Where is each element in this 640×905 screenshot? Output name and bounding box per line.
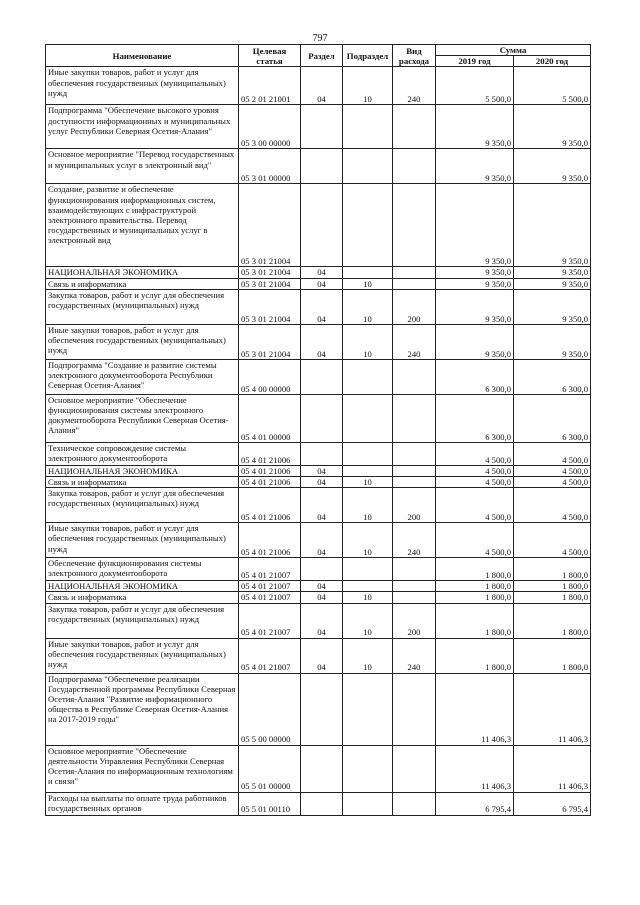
header-sum: Сумма <box>436 45 591 56</box>
row-target-cell: 05 4 01 21006 <box>239 442 301 465</box>
row-kind-cell: 240 <box>393 67 436 105</box>
row-subsection-cell <box>343 184 393 267</box>
header-name: Наименование <box>46 45 239 67</box>
row-section-cell: 04 <box>301 67 343 105</box>
row-kind-cell <box>393 673 436 745</box>
row-kind-cell <box>393 442 436 465</box>
row-kind-cell <box>393 359 436 394</box>
row-sum-2020-cell: 9 350,0 <box>514 278 591 289</box>
row-target-cell: 05 3 01 00000 <box>239 149 301 184</box>
table-row <box>46 558 591 581</box>
row-sum-2019-cell: 1 800,0 <box>436 603 514 638</box>
table-row <box>46 581 591 592</box>
row-subsection-cell <box>343 359 393 394</box>
table-row <box>46 149 591 184</box>
row-sum-2020-cell: 4 500,0 <box>514 523 591 558</box>
row-section-cell <box>301 792 343 815</box>
row-subsection-cell: 10 <box>343 67 393 105</box>
row-subsection-cell <box>343 442 393 465</box>
row-section-cell: 04 <box>301 465 343 476</box>
row-subsection-cell <box>343 267 393 278</box>
row-target-cell: 05 5 00 00000 <box>239 673 301 745</box>
row-sum-2020-cell: 11 406,3 <box>514 745 591 792</box>
table-row <box>46 488 591 523</box>
row-target-cell: 05 5 01 00000 <box>239 745 301 792</box>
row-sum-2019-cell: 4 500,0 <box>436 477 514 488</box>
row-section-cell <box>301 359 343 394</box>
row-sum-2020-cell: 4 500,0 <box>514 442 591 465</box>
row-name-cell: Подпрограмма "Создание и развитие системы электронного документооборота Республики Северная Осетия-Алания" <box>46 359 239 394</box>
row-subsection-cell: 10 <box>343 477 393 488</box>
row-name-cell: Закупка товаров, работ и услуг для обеспечения государственных (муниципальных) нужд <box>46 289 239 324</box>
row-name-cell: Основное мероприятие "Обеспечение деятельности Управления Республики Северная Осетия-Алания по информационным технологиям и связи" <box>46 745 239 792</box>
row-target-cell: 05 3 01 21004 <box>239 267 301 278</box>
row-kind-cell <box>393 792 436 815</box>
row-sum-2020-cell: 9 350,0 <box>514 105 591 149</box>
row-kind-cell: 240 <box>393 638 436 673</box>
row-name-cell: Создание, развитие и обеспечение функционирования информационных систем, взаимодействующих с инфраструктурой электронного правительства. Перевод государственных и муниципальных услуг в электронный вид <box>46 184 239 267</box>
row-sum-2020-cell: 6 300,0 <box>514 359 591 394</box>
row-sum-2020-cell: 9 350,0 <box>514 324 591 359</box>
row-kind-cell: 200 <box>393 603 436 638</box>
table-row <box>46 673 591 745</box>
table-row <box>46 603 591 638</box>
row-sum-2019-cell: 6 300,0 <box>436 359 514 394</box>
row-section-cell <box>301 149 343 184</box>
row-kind-cell <box>393 581 436 592</box>
table-row <box>46 105 591 149</box>
row-target-cell: 05 4 01 21006 <box>239 488 301 523</box>
row-kind-cell <box>393 745 436 792</box>
row-kind-cell <box>393 592 436 603</box>
row-name-cell: Иные закупки товаров, работ и услуг для обеспечения государственных (муниципальных) нужд <box>46 324 239 359</box>
row-name-cell: Техническое сопровождение системы электронного документооборота <box>46 442 239 465</box>
row-sum-2019-cell: 9 350,0 <box>436 184 514 267</box>
table-row <box>46 278 591 289</box>
row-subsection-cell: 10 <box>343 324 393 359</box>
row-sum-2019-cell: 6 300,0 <box>436 394 514 442</box>
table-row <box>46 477 591 488</box>
row-target-cell: 05 2 01 21001 <box>239 67 301 105</box>
row-section-cell: 04 <box>301 581 343 592</box>
row-subsection-cell: 10 <box>343 278 393 289</box>
row-section-cell <box>301 394 343 442</box>
row-kind-cell <box>393 558 436 581</box>
table-row <box>46 267 591 278</box>
row-sum-2020-cell: 9 350,0 <box>514 184 591 267</box>
row-section-cell: 04 <box>301 523 343 558</box>
row-target-cell: 05 4 01 21007 <box>239 581 301 592</box>
row-sum-2020-cell: 1 800,0 <box>514 638 591 673</box>
header-target-line1: Целевая <box>252 45 287 56</box>
row-kind-cell <box>393 105 436 149</box>
row-name-cell: Расходы на выплаты по оплате труда работников государственных органов <box>46 792 239 815</box>
row-name-cell: Основное мероприятие "Перевод государственных и муниципальных услуг в электронный вид" <box>46 149 239 184</box>
row-sum-2020-cell: 1 800,0 <box>514 581 591 592</box>
row-subsection-cell <box>343 673 393 745</box>
row-sum-2019-cell: 1 800,0 <box>436 638 514 673</box>
row-name-cell: Подпрограмма "Обеспечение реализации Государственной программы Республики Северная Осетия-Алания "Развитие информационного общества в Республике Северная Осетия-Алания на 2017-2019 годы" <box>46 673 239 745</box>
row-name-cell: НАЦИОНАЛЬНАЯ ЭКОНОМИКА <box>46 581 239 592</box>
row-kind-cell: 200 <box>393 488 436 523</box>
row-sum-2019-cell: 1 800,0 <box>436 558 514 581</box>
row-target-cell: 05 3 01 21004 <box>239 184 301 267</box>
row-subsection-cell <box>343 792 393 815</box>
table-body <box>46 67 591 815</box>
row-kind-cell <box>393 465 436 476</box>
row-target-cell: 05 4 01 21006 <box>239 523 301 558</box>
row-sum-2019-cell: 11 406,3 <box>436 745 514 792</box>
row-section-cell <box>301 442 343 465</box>
row-target-cell: 05 4 01 21006 <box>239 465 301 476</box>
row-name-cell: Связь и информатика <box>46 278 239 289</box>
row-kind-cell <box>393 267 436 278</box>
row-name-cell: Иные закупки товаров, работ и услуг для обеспечения государственных (муниципальных) нужд <box>46 638 239 673</box>
row-sum-2019-cell: 4 500,0 <box>436 465 514 476</box>
row-section-cell: 04 <box>301 488 343 523</box>
page-number: 797 <box>312 33 328 44</box>
row-subsection-cell: 10 <box>343 289 393 324</box>
row-sum-2019-cell: 9 350,0 <box>436 105 514 149</box>
row-subsection-cell: 10 <box>343 592 393 603</box>
row-section-cell: 04 <box>301 603 343 638</box>
row-kind-cell: 240 <box>393 324 436 359</box>
row-sum-2020-cell: 5 500,0 <box>514 67 591 105</box>
row-kind-cell <box>393 477 436 488</box>
table-row <box>46 592 591 603</box>
row-sum-2019-cell: 11 406,3 <box>436 673 514 745</box>
row-target-cell: 05 5 01 00110 <box>239 792 301 815</box>
header-subsection: Подраздел <box>343 45 393 67</box>
row-target-cell: 05 3 01 21004 <box>239 289 301 324</box>
row-kind-cell <box>393 394 436 442</box>
table-row <box>46 442 591 465</box>
table-row <box>46 359 591 394</box>
row-sum-2019-cell: 1 800,0 <box>436 581 514 592</box>
row-target-cell: 05 4 01 21007 <box>239 638 301 673</box>
row-section-cell: 04 <box>301 324 343 359</box>
row-sum-2019-cell: 5 500,0 <box>436 67 514 105</box>
row-section-cell <box>301 558 343 581</box>
row-name-cell: Обеспечение функционирования системы электронного документооборота <box>46 558 239 581</box>
header-year-2019: 2019 год <box>436 56 514 67</box>
row-sum-2019-cell: 4 500,0 <box>436 488 514 523</box>
row-target-cell: 05 4 01 00000 <box>239 394 301 442</box>
row-sum-2020-cell: 11 406,3 <box>514 673 591 745</box>
row-name-cell: Иные закупки товаров, работ и услуг для обеспечения государственных (муниципальных) нужд <box>46 67 239 105</box>
row-section-cell: 04 <box>301 638 343 673</box>
row-subsection-cell <box>343 149 393 184</box>
table-row <box>46 792 591 815</box>
row-section-cell <box>301 105 343 149</box>
row-section-cell: 04 <box>301 289 343 324</box>
row-kind-cell <box>393 149 436 184</box>
row-name-cell: Закупка товаров, работ и услуг для обеспечения государственных (муниципальных) нужд <box>46 603 239 638</box>
header-year-2020: 2020 год <box>514 56 591 67</box>
row-name-cell: Связь и информатика <box>46 477 239 488</box>
row-section-cell <box>301 673 343 745</box>
header-section: Раздел <box>301 45 343 67</box>
row-sum-2020-cell: 1 800,0 <box>514 592 591 603</box>
table-row <box>46 184 591 267</box>
table-row <box>46 289 591 324</box>
table-row <box>46 465 591 476</box>
row-section-cell: 04 <box>301 267 343 278</box>
row-subsection-cell <box>343 745 393 792</box>
row-sum-2019-cell: 9 350,0 <box>436 289 514 324</box>
row-subsection-cell: 10 <box>343 603 393 638</box>
row-subsection-cell <box>343 581 393 592</box>
row-target-cell: 05 3 00 00000 <box>239 105 301 149</box>
row-name-cell: Подпрограмма "Обеспечение высокого уровня доступности информационных и муниципальных услуг Республики Северная Осетия-Алания" <box>46 105 239 149</box>
table-row <box>46 324 591 359</box>
row-kind-cell: 240 <box>393 523 436 558</box>
row-name-cell: Связь и информатика <box>46 592 239 603</box>
row-target-cell: 05 4 00 00000 <box>239 359 301 394</box>
row-target-cell: 05 4 01 21007 <box>239 558 301 581</box>
row-sum-2020-cell: 4 500,0 <box>514 477 591 488</box>
row-sum-2020-cell: 9 350,0 <box>514 267 591 278</box>
row-name-cell: Иные закупки товаров, работ и услуг для обеспечения государственных (муниципальных) нужд <box>46 523 239 558</box>
row-target-cell: 05 4 01 21007 <box>239 603 301 638</box>
row-kind-cell: 200 <box>393 289 436 324</box>
row-subsection-cell <box>343 394 393 442</box>
row-sum-2020-cell: 6 795,4 <box>514 792 591 815</box>
row-section-cell <box>301 745 343 792</box>
row-section-cell: 04 <box>301 278 343 289</box>
row-sum-2020-cell: 9 350,0 <box>514 289 591 324</box>
row-subsection-cell: 10 <box>343 523 393 558</box>
header-kind-line1: Вид <box>406 45 422 56</box>
row-kind-cell <box>393 278 436 289</box>
row-sum-2019-cell: 6 795,4 <box>436 792 514 815</box>
row-sum-2019-cell: 9 350,0 <box>436 149 514 184</box>
row-subsection-cell <box>343 558 393 581</box>
row-sum-2020-cell: 6 300,0 <box>514 394 591 442</box>
row-target-cell: 05 4 01 21006 <box>239 477 301 488</box>
row-sum-2020-cell: 1 800,0 <box>514 558 591 581</box>
row-sum-2020-cell: 4 500,0 <box>514 465 591 476</box>
row-sum-2019-cell: 4 500,0 <box>436 523 514 558</box>
row-section-cell <box>301 184 343 267</box>
row-target-cell: 05 4 01 21007 <box>239 592 301 603</box>
row-sum-2019-cell: 9 350,0 <box>436 267 514 278</box>
row-sum-2020-cell: 1 800,0 <box>514 603 591 638</box>
row-section-cell: 04 <box>301 592 343 603</box>
row-name-cell: Закупка товаров, работ и услуг для обеспечения государственных (муниципальных) нужд <box>46 488 239 523</box>
budget-table <box>45 44 591 816</box>
row-kind-cell <box>393 184 436 267</box>
row-sum-2019-cell: 1 800,0 <box>436 592 514 603</box>
row-sum-2019-cell: 9 350,0 <box>436 278 514 289</box>
row-section-cell: 04 <box>301 477 343 488</box>
row-subsection-cell: 10 <box>343 488 393 523</box>
row-sum-2019-cell: 4 500,0 <box>436 442 514 465</box>
row-name-cell: Основное мероприятие "Обеспечение функционирования системы электронного документооборота Республики Северная Осетия-Алания" <box>46 394 239 442</box>
row-sum-2020-cell: 9 350,0 <box>514 149 591 184</box>
header-kind-line2: расхода <box>398 55 430 66</box>
row-target-cell: 05 3 01 21004 <box>239 278 301 289</box>
row-name-cell: НАЦИОНАЛЬНАЯ ЭКОНОМИКА <box>46 267 239 278</box>
table-row <box>46 745 591 792</box>
row-name-cell: НАЦИОНАЛЬНАЯ ЭКОНОМИКА <box>46 465 239 476</box>
header-expense-kind <box>393 45 436 67</box>
row-target-cell: 05 3 01 21004 <box>239 324 301 359</box>
header-target-article <box>239 45 301 67</box>
row-sum-2020-cell: 4 500,0 <box>514 488 591 523</box>
row-subsection-cell <box>343 105 393 149</box>
table-row <box>46 638 591 673</box>
row-sum-2019-cell: 9 350,0 <box>436 324 514 359</box>
table-row <box>46 394 591 442</box>
row-subsection-cell <box>343 465 393 476</box>
row-subsection-cell: 10 <box>343 638 393 673</box>
table-row <box>46 67 591 105</box>
header-target-line2: статья <box>256 55 283 66</box>
table-row <box>46 523 591 558</box>
